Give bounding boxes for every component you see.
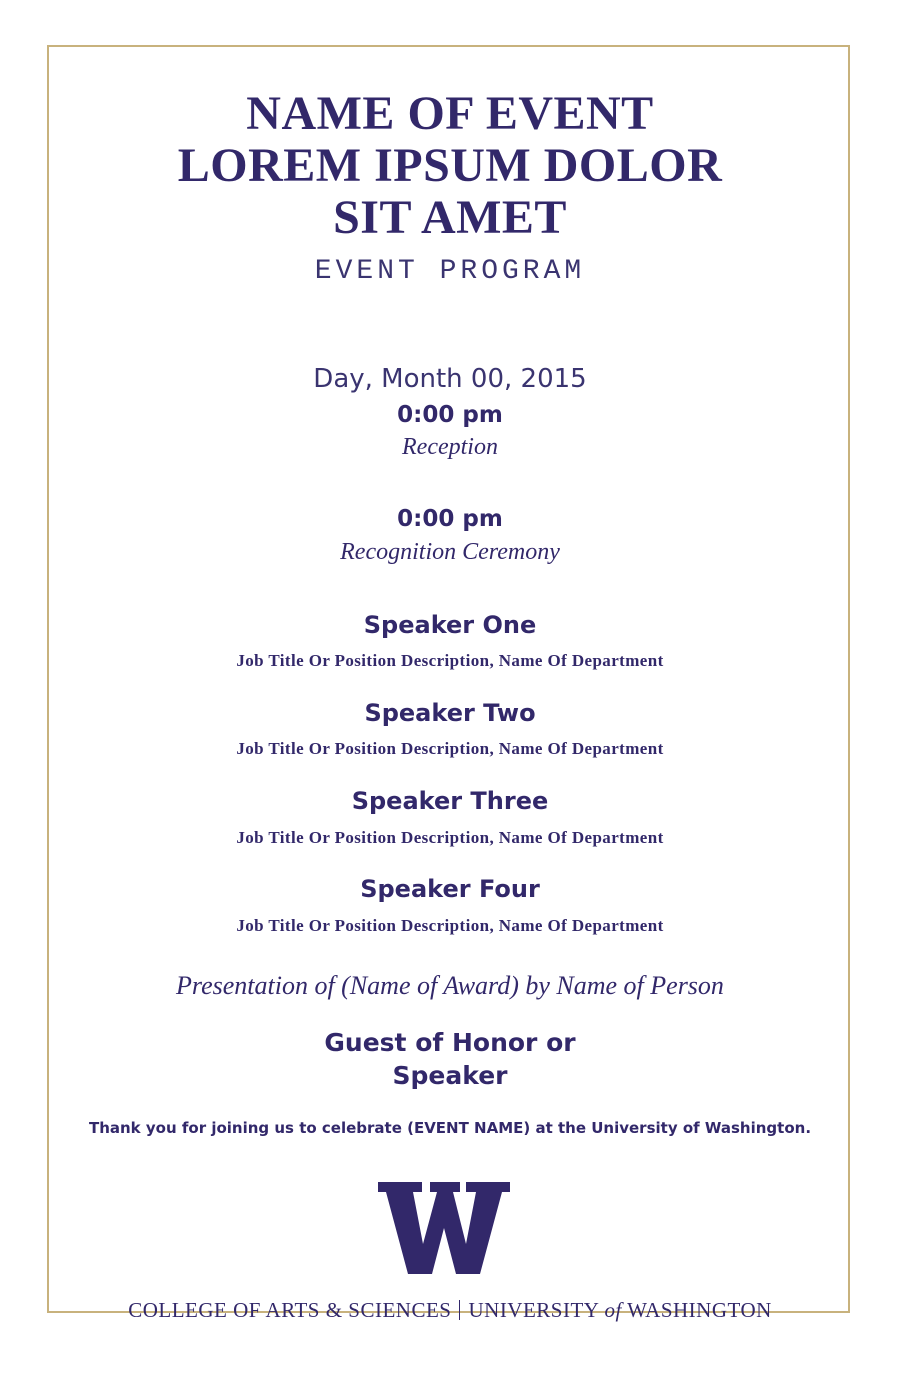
award-presentation: Presentation of (Name of Award) by Name of Person — [176, 971, 724, 1000]
guest-of-honor-line-1: Guest of Honor or — [324, 1028, 576, 1057]
reception-time: 0:00 pm — [397, 402, 503, 428]
speaker-four-title: Job Title Or Position Description, Name Of Department — [236, 916, 664, 935]
thank-you-message: Thank you for joining us to celebrate (EVENT NAME) at the University of Washington. — [88, 1119, 812, 1137]
university-prefix: UNIVERSITY — [468, 1298, 599, 1322]
speaker-one-name: Speaker One — [363, 611, 537, 639]
speaker-three-title: Job Title Or Position Description, Name Of Department — [236, 828, 664, 847]
college-university-footer — [0, 1298, 900, 1323]
footer-divider — [459, 1300, 460, 1320]
guest-of-honor-line-2: Speaker — [392, 1061, 508, 1090]
university-of: of — [604, 1298, 622, 1322]
event-program-label: EVENT PROGRAM — [314, 256, 586, 287]
university-suffix: WASHINGTON — [627, 1298, 772, 1322]
event-title-line-2: LOREM IPSUM DOLOR — [177, 139, 723, 192]
event-title-line-3: SIT AMET — [333, 191, 567, 244]
event-date: Day, Month 00, 2015 — [313, 364, 587, 394]
speaker-two-title: Job Title Or Position Description, Name Of Department — [236, 739, 664, 758]
speaker-one-title: Job Title Or Position Description, Name Of Department — [236, 651, 664, 670]
speaker-three-name: Speaker Three — [351, 787, 549, 815]
uw-w-logo-icon — [378, 1182, 510, 1274]
speaker-two-name: Speaker Two — [364, 699, 536, 727]
reception-label: Reception — [402, 434, 498, 460]
speaker-four-name: Speaker Four — [360, 875, 540, 903]
ceremony-label: Recognition Ceremony — [340, 539, 560, 565]
ceremony-time: 0:00 pm — [397, 506, 503, 532]
college-name: COLLEGE OF ARTS & SCIENCES — [128, 1298, 452, 1322]
event-title-line-1: NAME OF EVENT — [246, 87, 654, 140]
